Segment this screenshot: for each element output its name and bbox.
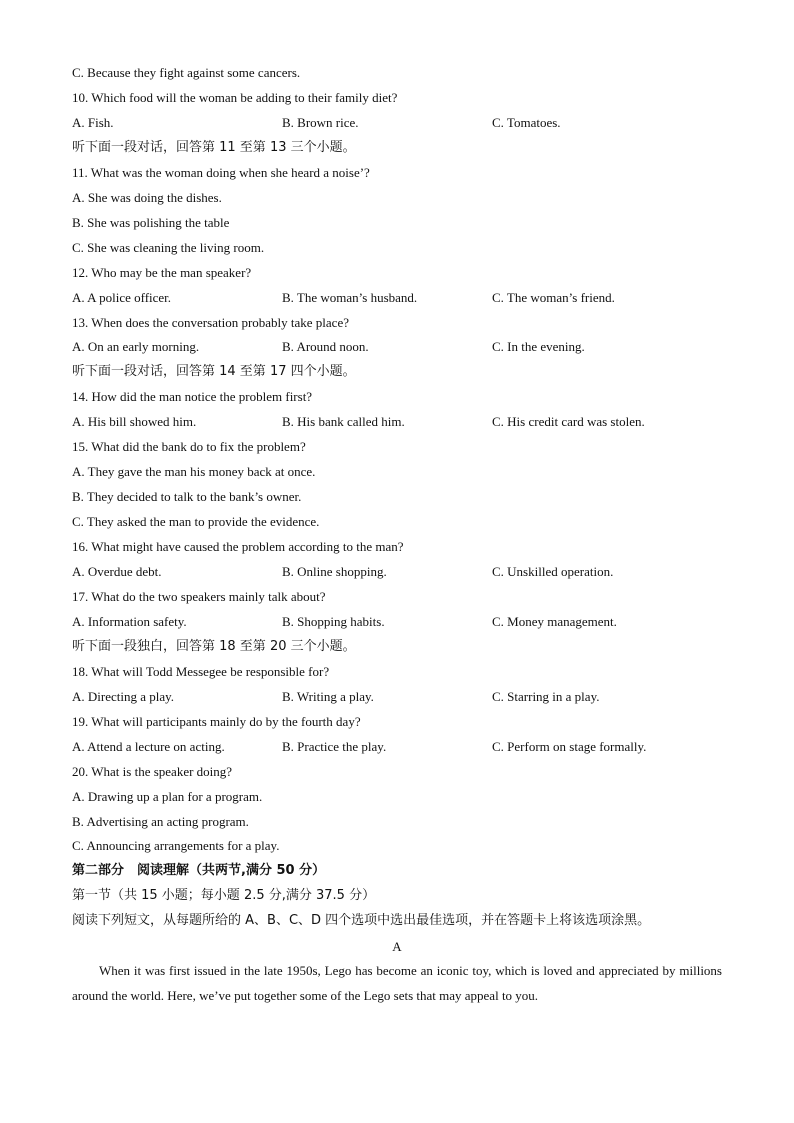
option-text: A. His bill showed him. (72, 414, 197, 429)
option-row (72, 339, 732, 355)
option-text: B. Online shopping. (282, 564, 387, 579)
question-line: 20. What is the speaker doing? (72, 764, 233, 779)
instruction-line: 阅读下列短文，从每题所给的 A、B、C、D 四个选项中选出最佳选项，并在答题卡上将该选项涂黑。 (72, 913, 651, 928)
option-text: C. Starring in a play. (492, 689, 600, 704)
question-line: 12. Who may be the man speaker? (72, 265, 252, 280)
question-line: B. They decided to talk to the bank’s owner. (72, 489, 302, 504)
option-text: A. Fish. (72, 115, 114, 130)
option-text: A. Information safety. (72, 614, 187, 629)
option-text: B. Practice the play. (282, 739, 387, 754)
option-text: C. Tomatoes. (492, 115, 561, 130)
option-row (72, 414, 732, 430)
instruction-line: 第一节（共 15 小题；每小题 2.5 分,满分 37.5 分） (72, 888, 376, 903)
option-row (72, 290, 732, 306)
instruction-line: 听下面一段独白，回答第 18 至第 20 三个小题。 (72, 639, 356, 654)
question-line: 18. What will Todd Messegee be responsible for? (72, 664, 330, 679)
option-row (72, 739, 732, 755)
option-text: B. The woman’s husband. (282, 290, 418, 305)
question-line: 14. How did the man notice the problem first? (72, 389, 313, 404)
question-line: C. She was cleaning the living room. (72, 240, 265, 255)
option-text: B. His bank called him. (282, 414, 405, 429)
option-text: A. Overdue debt. (72, 564, 162, 579)
option-text: A. Directing a play. (72, 689, 175, 704)
option-text: C. Unskilled operation. (492, 564, 614, 579)
question-line: B. Advertising an acting program. (72, 814, 249, 829)
question-line: 15. What did the bank do to fix the problem? (72, 439, 306, 454)
option-text: A. On an early morning. (72, 339, 200, 354)
question-line: 10. Which food will the woman be adding to their family diet? (72, 90, 398, 105)
option-text: C. Perform on stage formally. (492, 739, 647, 754)
option-row (72, 564, 732, 580)
option-text: C. In the evening. (492, 339, 585, 354)
option-text: C. Money management. (492, 614, 617, 629)
question-line: 16. What might have caused the problem according to the man? (72, 539, 404, 554)
question-line: 13. When does the conversation probably take place? (72, 315, 349, 330)
passage-paragraph: When it was first issued in the late 1950s, Lego has become an iconic toy, which is loved and appreciated by millions around the world. Here, we’ve put together some of the Lego sets that may appeal to you. (72, 963, 722, 1003)
option-text: C. The woman’s friend. (492, 290, 615, 305)
question-line: B. She was polishing the table (72, 215, 230, 230)
question-line: A. Drawing up a plan for a program. (72, 789, 263, 804)
option-row (72, 614, 732, 630)
option-text: B. Brown rice. (282, 115, 359, 130)
option-row (72, 689, 732, 705)
option-text: B. Writing a play. (282, 689, 374, 704)
option-text: B. Shopping habits. (282, 614, 385, 629)
question-line: A. They gave the man his money back at once. (72, 464, 316, 479)
option-text: A. A police officer. (72, 290, 172, 305)
option-row (72, 115, 732, 131)
instruction-line: 第二部分 阅读理解（共两节,满分 50 分） (72, 863, 326, 878)
question-line: C. Announcing arrangements for a play. (72, 838, 280, 853)
question-line: C. Because they fight against some cancers. (72, 65, 301, 80)
question-line: A. She was doing the dishes. (72, 190, 222, 205)
instruction-line: 听下面一段对话，回答第 11 至第 13 三个小题。 (72, 140, 356, 155)
instruction-line: 听下面一段对话，回答第 14 至第 17 四个小题。 (72, 364, 356, 379)
question-line: C. They asked the man to provide the evidence. (72, 514, 320, 529)
option-text: A. Attend a lecture on acting. (72, 739, 225, 754)
option-text: C. His credit card was stolen. (492, 414, 645, 429)
option-text: B. Around noon. (282, 339, 369, 354)
question-line: 19. What will participants mainly do by the fourth day? (72, 714, 361, 729)
question-line: 17. What do the two speakers mainly talk about? (72, 589, 326, 604)
section-letter: A (392, 939, 402, 954)
question-line: 11. What was the woman doing when she heard a noise’? (72, 165, 370, 180)
